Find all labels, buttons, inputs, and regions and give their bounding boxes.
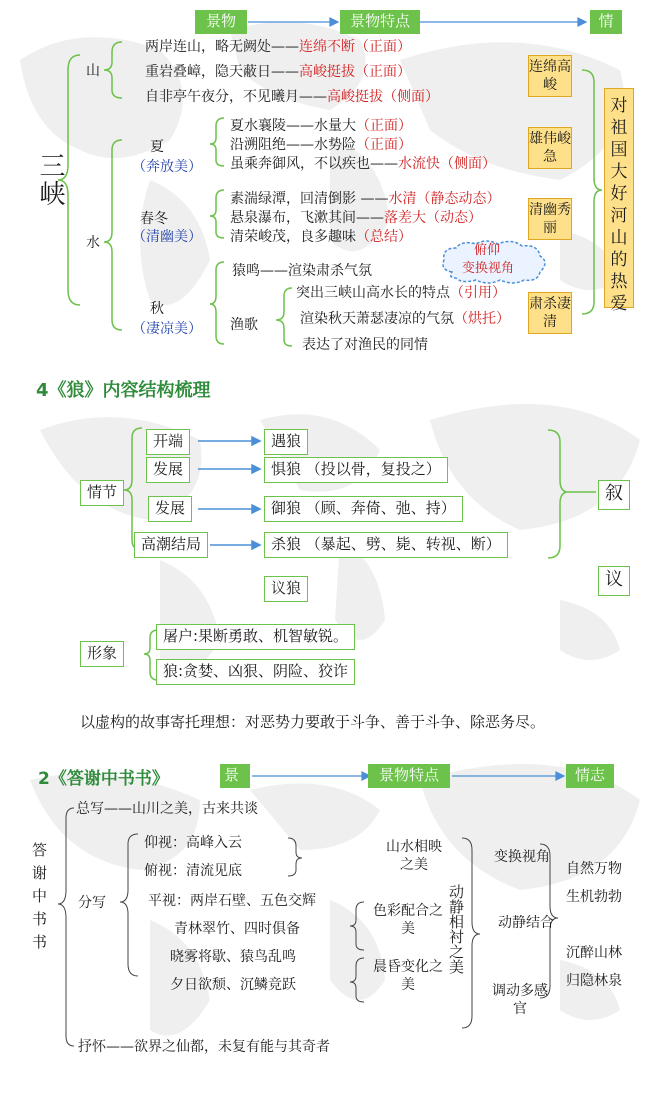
- dxs-qing-4: 归隐林泉: [566, 973, 622, 989]
- dxs-mei-3: 晨昏变化之美: [373, 959, 443, 993]
- season-summer-beauty: （奔放美）: [132, 159, 202, 175]
- lang-stage-gaochao: 高潮结局: [134, 532, 208, 558]
- dxs-mei-1: 山水相映之美: [386, 839, 442, 873]
- lang-image-tuhu: 屠户:果断勇敢、机智敏锐。: [156, 624, 355, 650]
- dxs-feature-1: 变换视角: [494, 849, 550, 865]
- dxs-shushuai: 抒怀——欲界之仙都，未复有能与其奇者: [78, 1039, 330, 1055]
- yuge-line-3: 表达了对渔民的同情: [302, 337, 428, 353]
- lang-stage-fazhan-1: 发展: [146, 457, 190, 483]
- lang-yi-box: 议: [598, 566, 630, 596]
- cloud-callout-line-1: 俯仰: [474, 243, 501, 258]
- dxs-pingshi: 平视：两岸石壁、五色交辉: [148, 893, 316, 909]
- dxs-line-3: 夕日欲颓、沉鳞竞跃: [170, 977, 296, 993]
- lang-event-yulang-2: 御狼 （顾、奔倚、弛、持）: [264, 496, 463, 522]
- feature-box-1: 连绵高峻: [528, 55, 572, 97]
- summer-line-2: 沿溯阻绝——水势险（正面）: [230, 137, 412, 153]
- dxs-section-title: 2《答谢中书书》: [38, 769, 169, 789]
- season-summer: 夏: [150, 139, 164, 155]
- autumn-yuge: 渔歌: [230, 317, 258, 333]
- lang-image-lang: 狼:贪婪、凶狠、阴险、狡诈: [156, 659, 355, 685]
- dxs-mei-2: 色彩配合之美: [373, 903, 443, 937]
- season-spring-beauty: （清幽美）: [132, 229, 202, 245]
- dxs-side-title: 答谢中书书: [30, 842, 48, 957]
- shan-line-1: 两岸连山，略无阙处——连绵不断（正面）: [145, 39, 411, 55]
- lang-theme: 以虚构的故事寄托理想：对恶势力要敢于斗争、善于斗争、除恶务尽。: [80, 713, 546, 731]
- dxs-feature-2: 动静结合: [498, 915, 554, 931]
- dxs-dongjing: 动静相衬之美: [447, 884, 465, 974]
- spring-line-2: 悬泉瀑布，飞漱其间——落差大（动态）: [230, 210, 482, 226]
- header-jingwu-tedian: 景物特点: [340, 10, 420, 34]
- lang-xingxiang-box: 形象: [80, 641, 124, 667]
- dxs-fenxie: 分写: [78, 895, 106, 911]
- lang-section-title: 4《狼》内容结构梳理: [36, 380, 211, 401]
- season-spring: 春冬: [140, 211, 168, 227]
- dxs-fushi: 俯视：清流见底: [144, 863, 242, 879]
- dxs-line-1: 青林翠竹、四时俱备: [174, 921, 300, 937]
- spring-line-1: 素湍绿潭，回清倒影 ——水清（静态动态）: [230, 191, 501, 207]
- emotion-box: 对祖国大好河山的热爱: [604, 88, 634, 308]
- cloud-callout-line-2: 变换视角: [462, 261, 515, 276]
- lang-event-yulang: 遇狼: [264, 429, 308, 455]
- yuge-line-2: 渲染秋天萧瑟凄凉的气氛（烘托）: [300, 311, 510, 327]
- dxs-qing-1: 自然万物: [566, 861, 622, 877]
- yuge-line-1: 突出三峡山高水长的特点（引用）: [296, 285, 506, 301]
- dxs-feature-3: 调动多感官: [492, 983, 548, 1017]
- dxs-header-tedian: 景物特点: [368, 764, 450, 788]
- lang-qingjie-box: 情节: [80, 480, 124, 506]
- category-shui: 水: [86, 235, 100, 251]
- lang-yilang: 议狼: [264, 576, 308, 602]
- shan-line-3: 自非亭午夜分，不见曦月——高峻挺拔（侧面）: [145, 89, 439, 105]
- feature-box-3: 清幽秀丽: [528, 198, 572, 240]
- feature-box-4: 肃杀凄清: [528, 292, 572, 334]
- dxs-qing-3: 沉醉山林: [566, 945, 622, 961]
- category-shan: 山: [86, 63, 100, 79]
- season-autumn: 秋: [150, 301, 164, 317]
- dxs-qing-2: 生机勃勃: [566, 889, 622, 905]
- lang-event-shalang: 杀狼 （暴起、劈、毙、转视、断）: [264, 532, 508, 558]
- header-jingwu: 景物: [195, 10, 247, 34]
- summer-line-3: 虽乘奔御风，不以疾也——水流快（侧面）: [230, 156, 496, 172]
- dxs-yangshi: 仰视：高峰入云: [144, 835, 242, 851]
- lang-xu-box: 叙: [598, 480, 630, 510]
- dxs-header-qingzhi: 情志: [566, 764, 614, 788]
- dxs-line-2: 晓雾将歇、猿鸟乱鸣: [170, 949, 296, 965]
- lang-stage-fazhan-2: 发展: [148, 496, 192, 522]
- shan-line-2: 重岩叠嶂，隐天蔽日——高峻挺拔（正面）: [145, 64, 411, 80]
- lang-stage-kaiduan: 开端: [146, 429, 190, 455]
- autumn-yuanming: 猿鸣——渲染肃杀气氛: [232, 263, 372, 279]
- feature-box-2: 雄伟峻急: [528, 127, 572, 169]
- header-qing: 情: [590, 10, 622, 34]
- lang-event-julang: 惧狼 （投以骨，复投之）: [264, 457, 448, 483]
- dxs-header-jing: 景: [220, 764, 250, 788]
- spring-line-3: 清荣峻茂，良多趣味（总结）: [230, 229, 412, 245]
- dxs-zongxie: 总写——山川之美，古来共谈: [76, 801, 258, 817]
- sanxia-title: 三峡: [35, 152, 65, 208]
- season-autumn-beauty: （凄凉美）: [132, 321, 202, 337]
- summer-line-1: 夏水襄陵——水量大（正面）: [230, 118, 412, 134]
